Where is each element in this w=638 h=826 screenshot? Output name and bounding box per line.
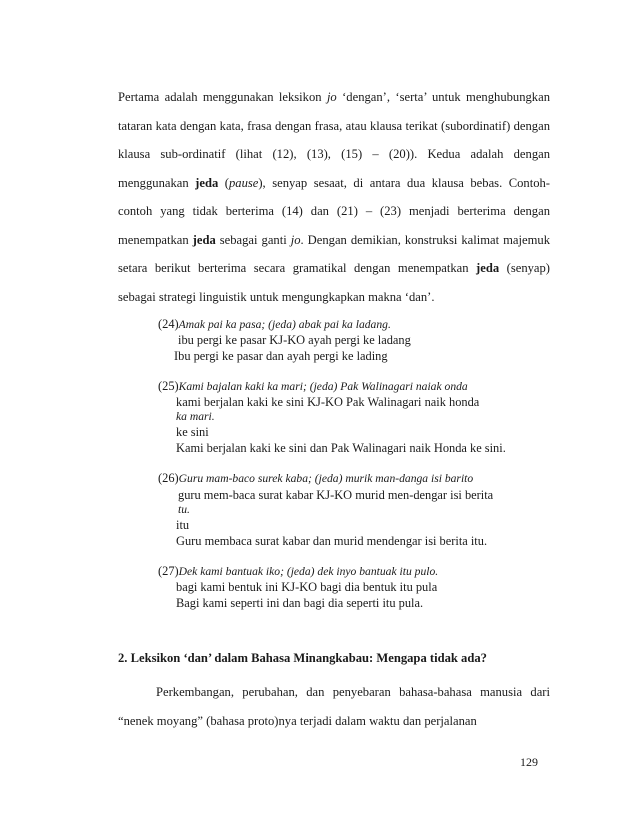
body-paragraph-2: Perkembangan, perubahan, dan penyebaran bahasa-bahasa manusia dari “nenek moyang” (bahasa proto)nya terjadi dalam waktu dan perjalanan xyxy=(118,685,550,728)
example-24-gloss: ibu pergi ke pasar KJ-KO ayah pergi ke ladang xyxy=(178,333,411,347)
example-number: (25) xyxy=(158,379,179,393)
example-25 xyxy=(158,378,468,395)
example-source-line: Amak pai ka pasa; (jeda) abak pai ka ladang. xyxy=(178,318,391,331)
example-26 xyxy=(158,470,473,487)
example-number: (26) xyxy=(158,471,179,485)
example-26-gloss-2: tu. xyxy=(178,503,190,516)
example-27-gloss: bagi kami bentuk ini KJ-KO bagi dia bentuk itu pula xyxy=(176,580,438,594)
example-27-translation: Bagi kami seperti ini dan bagi dia seperti itu pula. xyxy=(176,596,424,610)
example-26-gloss-3: itu xyxy=(176,518,190,532)
example-25-gloss-1: kami berjalan kaki ke sini KJ-KO Pak Walinagari naik honda xyxy=(176,395,480,409)
example-number: (27) xyxy=(158,564,179,578)
example-24 xyxy=(158,316,391,333)
example-24-translation: Ibu pergi ke pasar dan ayah pergi ke lading xyxy=(174,349,388,363)
example-source-line: Guru mam-baco surek kaba; (jeda) murik man-danga isi barito xyxy=(178,472,474,485)
page-number: 129 xyxy=(520,755,538,769)
example-25-translation: Kami berjalan kaki ke sini dan Pak Walinagari naik Honda ke sini. xyxy=(176,441,506,455)
example-26-gloss-1: guru mem-baca surat kabar KJ-KO murid men-dengar isi berita xyxy=(178,488,494,502)
body-paragraph-1: Pertama adalah menggunakan leksikon jo ‘dengan’, ‘serta’ untuk menghubungkan tataran kata dengan kata, frasa dengan frasa, atau klausa terikat (subordinatif) dengan klausa sub-ordinatif (lihat (12), (13), (15) – (20)). Kedua adalah dengan menggunakan jeda (pause), senyap sesaat, di antara dua klausa bebas. Contoh-contoh yang tidak berterima (14) dan (21) – (23) menjadi berterima dengan menempatkan jeda sebagai ganti jo. Dengan demikian, konstruksi kalimat majemuk setara berikut berterima secara gramatikal dengan menempatkan jeda (senyap) sebagai strategi linguistik untuk mengungkapkan makna ‘dan’. xyxy=(118,90,551,304)
example-26-translation: Guru membaca surat kabar dan murid mendengar isi berita itu. xyxy=(176,534,488,548)
example-27 xyxy=(158,563,438,580)
example-number: (24) xyxy=(158,317,179,331)
example-25-gloss-2: ka mari. xyxy=(176,410,215,423)
example-source-line: Kami bajalan kaki ka mari; (jeda) Pak Walinagari naiak onda xyxy=(178,380,468,393)
section-heading: 2. Leksikon ‘dan’ dalam Bahasa Minangkabau: Mengapa tidak ada? xyxy=(118,651,487,665)
example-25-gloss-3: ke sini xyxy=(176,425,209,439)
example-source-line: Dek kami bantuak iko; (jeda) dek inyo bantuak itu pulo. xyxy=(178,565,439,578)
